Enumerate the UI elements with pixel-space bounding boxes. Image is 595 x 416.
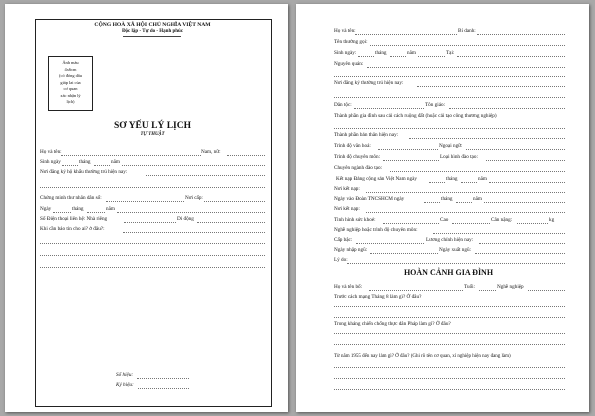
born-at-label: Tại: [446, 50, 455, 56]
from-1955-line-1[interactable] [334, 367, 565, 368]
issue-day-line[interactable] [53, 212, 71, 213]
family-section-title: HOÀN CẢNH GIA ĐÌNH [403, 268, 494, 277]
residence-line[interactable] [146, 175, 265, 176]
father-label: Họ và tên bố: [334, 284, 363, 290]
health-line[interactable] [383, 223, 439, 224]
age-label: Tuổi: [464, 284, 476, 290]
party-month-label: tháng [446, 176, 458, 182]
personal-origin-line[interactable] [409, 138, 565, 139]
right-document-page [296, 4, 589, 412]
residence-label: Nơi đăng ký hộ khẩu thường trú hiện nay: [40, 169, 128, 175]
expertise-line[interactable] [383, 160, 439, 161]
occupation-line[interactable] [528, 290, 565, 291]
hometown-line[interactable] [367, 67, 565, 68]
r-residence-line[interactable] [417, 86, 565, 87]
issue-year-line[interactable] [117, 212, 265, 213]
age-line[interactable] [479, 290, 496, 291]
youth-year-line[interactable] [484, 202, 565, 203]
header-underline [123, 36, 181, 37]
document-title: SƠ YẾU LÝ LỊCH [114, 121, 191, 131]
youth-day-line[interactable] [424, 202, 440, 203]
father-line[interactable] [369, 290, 463, 291]
culture-label: Trình độ văn hoá: [334, 143, 371, 149]
issued-at-line[interactable] [204, 201, 265, 202]
born-year-label: năm [111, 159, 120, 165]
before-1945-line-2[interactable] [334, 317, 565, 318]
r-born-year-line[interactable] [418, 56, 445, 57]
salary-label: Lương chính hiện nay: [426, 237, 474, 243]
french-war-line-2[interactable] [334, 344, 565, 345]
youth-month-line[interactable] [456, 202, 472, 203]
party-month-line[interactable] [461, 182, 477, 183]
photo-line-3: (có đóng dấu [59, 73, 82, 78]
enlist-line[interactable] [370, 253, 438, 254]
height-line[interactable] [452, 223, 490, 224]
salary-line[interactable] [479, 243, 565, 244]
issued-at-label: Nơi cấp: [185, 195, 203, 201]
major-label: Chuyên ngành đào tạo: [334, 165, 382, 171]
youth-place-line[interactable] [366, 212, 565, 213]
photo-line-2: 4x6cm [64, 66, 77, 72]
issue-day-label: Ngày [40, 206, 52, 212]
discharge-line[interactable] [475, 253, 565, 254]
party-day-line[interactable] [429, 182, 445, 183]
document-subtitle: TỰ THUẬT [140, 132, 165, 137]
r-residence-label: Nơi đăng ký thường trú hiện nay: [334, 80, 404, 86]
born-label: Sinh ngày [40, 159, 61, 165]
party-place-label: Nơi kết nạp: [334, 186, 360, 192]
mobile-line[interactable] [197, 222, 265, 223]
weight-label: Cân nặng: [491, 217, 513, 223]
job-label: Nghề nghiệp hoặc trình độ chuyên môn: [334, 227, 418, 233]
born-month-label: tháng [79, 159, 91, 165]
french-war-label: Trong kháng chiến chống thực dân Pháp làm gì? Ở đâu? [334, 321, 451, 327]
photo-box [48, 56, 93, 111]
photo-line-7: lịch) [66, 99, 75, 104]
personal-origin-label: Thành phần bản thân hiện nay: [334, 132, 399, 138]
youth-place-label: Nơi kết nạp: [334, 206, 360, 212]
ethnic-label: Dân tộc: [334, 102, 352, 108]
usual-name-line[interactable] [370, 45, 565, 46]
born-day-line[interactable] [62, 165, 78, 166]
party-year-line[interactable] [489, 182, 565, 183]
r-full-name-label: Họ và tên: [334, 28, 356, 34]
reason-line[interactable] [347, 263, 565, 264]
training-line[interactable] [486, 160, 565, 161]
photo-line-6: xác nhận lý [60, 92, 81, 98]
country-header: CỘNG HOÀ XÃ HỘI CHỦ NGHĨA VIỆT NAM [94, 22, 211, 28]
born-year-line[interactable] [122, 165, 265, 166]
r-full-name-line[interactable] [355, 34, 457, 35]
culture-line[interactable] [378, 149, 438, 150]
emergency-line-3[interactable] [40, 255, 265, 256]
training-label: Loại hình đào tạo: [440, 154, 478, 160]
phone-line[interactable] [124, 222, 176, 223]
hometown-line-2[interactable] [334, 76, 565, 77]
reason-label: Lý do: [334, 257, 348, 263]
kg-label: kg [549, 217, 555, 223]
job-line[interactable] [433, 233, 565, 234]
alias-label: Bí danh: [458, 28, 476, 34]
foreign-label: Ngoại ngữ: [439, 143, 463, 149]
left-document-page [5, 4, 288, 412]
weight-line[interactable] [517, 223, 548, 224]
youth-label: Ngày vào Đoàn TNCSHCM ngày [334, 196, 405, 202]
usual-name-label: Tên thường gọi: [334, 39, 368, 45]
health-label: Tình hình sức khoẻ: [334, 217, 376, 223]
family-origin-label: Thành phần gia đình sau cải cách ruộng đất (hoặc cải tạo công thương nghiệp) [334, 113, 497, 119]
r-born-day-line[interactable] [358, 56, 374, 57]
party-label: Kết nạp Đảng cộng sản Việt Nam ngày [336, 176, 417, 182]
photo-line-5: cơ quan [63, 86, 78, 91]
religion-label: Tôn giáo: [425, 102, 446, 108]
full-name-line[interactable] [61, 155, 201, 156]
residence-line-2[interactable] [40, 187, 265, 188]
born-at-line[interactable] [457, 56, 565, 57]
occupation-label: Nghề nghiệp [497, 284, 524, 290]
party-year-label: năm [478, 176, 487, 182]
r-born-month-line[interactable] [390, 56, 406, 57]
number-line[interactable] [137, 378, 189, 379]
foreign-line[interactable] [466, 149, 565, 150]
issue-year-label: năm [106, 206, 115, 212]
gender-line[interactable] [227, 155, 265, 156]
from-1955-label: Từ năm 1955 đến nay làm gì? Ở đâu? (Ghi rõ tên cơ quan, xí nghiệp hiện nay đang làm) [334, 354, 511, 359]
alias-line[interactable] [477, 34, 565, 35]
photo-line-1: Ảnh màu [62, 60, 79, 65]
from-1955-line-2[interactable] [334, 378, 565, 379]
r-born-month-label: tháng [375, 50, 387, 56]
emergency-line[interactable] [123, 232, 265, 233]
french-war-line-1[interactable] [334, 333, 565, 334]
enlist-label: Ngày nhập ngũ: [334, 247, 368, 253]
born-month-line[interactable] [94, 165, 110, 166]
gender-label: Nam, nữ: [201, 149, 221, 155]
major-line[interactable] [390, 171, 565, 172]
party-place-line[interactable] [366, 192, 565, 193]
family-origin-line[interactable] [334, 128, 565, 129]
r-residence-line-2[interactable] [334, 97, 565, 98]
phone-label: Số Điện thoại liên hệ: Nhà riêng [40, 216, 108, 222]
emergency-line-2[interactable] [40, 243, 265, 244]
rank-label: Cấp bậc: [334, 237, 353, 243]
emergency-line-4[interactable] [40, 267, 265, 268]
number-label: Số hiệu: [116, 372, 134, 378]
mobile-label: Di động [177, 216, 194, 222]
hometown-label: Nguyên quán: [334, 61, 364, 67]
discharge-label: Ngày xuất ngũ: [439, 247, 471, 253]
youth-year-label: năm [473, 196, 482, 202]
expertise-label: Trình độ chuyên môn: [334, 154, 381, 160]
r-born-label: Sinh ngày: [334, 50, 357, 56]
from-1955-line-3[interactable] [334, 389, 565, 390]
before-1945-line-1[interactable] [334, 306, 565, 307]
symbol-label: Ký hiệu: [116, 382, 134, 388]
ethnic-line[interactable] [354, 108, 424, 109]
rank-line[interactable] [356, 243, 424, 244]
issue-month-line[interactable] [87, 212, 105, 213]
issue-month-label: tháng [72, 206, 84, 212]
full-name-label: Họ và tên: [40, 149, 62, 155]
emergency-label: Khi cần báo tin cho ai? ở đâu?: [40, 226, 105, 232]
height-label: Cao [440, 217, 449, 223]
youth-month-label: tháng [441, 196, 453, 202]
symbol-line[interactable] [138, 388, 189, 389]
id-card-label: Chứng minh thư nhân dân số: [40, 195, 102, 201]
photo-line-4: giáp lai của [60, 79, 81, 85]
id-card-line[interactable] [106, 201, 184, 202]
before-1945-label: Trước cách mạng Tháng 8 làm gì? Ở đâu? [334, 294, 422, 300]
motto-header: Độc lập - Tự do - Hạnh phúc [121, 29, 184, 34]
r-born-year-label: năm [407, 50, 416, 56]
religion-line[interactable] [449, 108, 565, 109]
